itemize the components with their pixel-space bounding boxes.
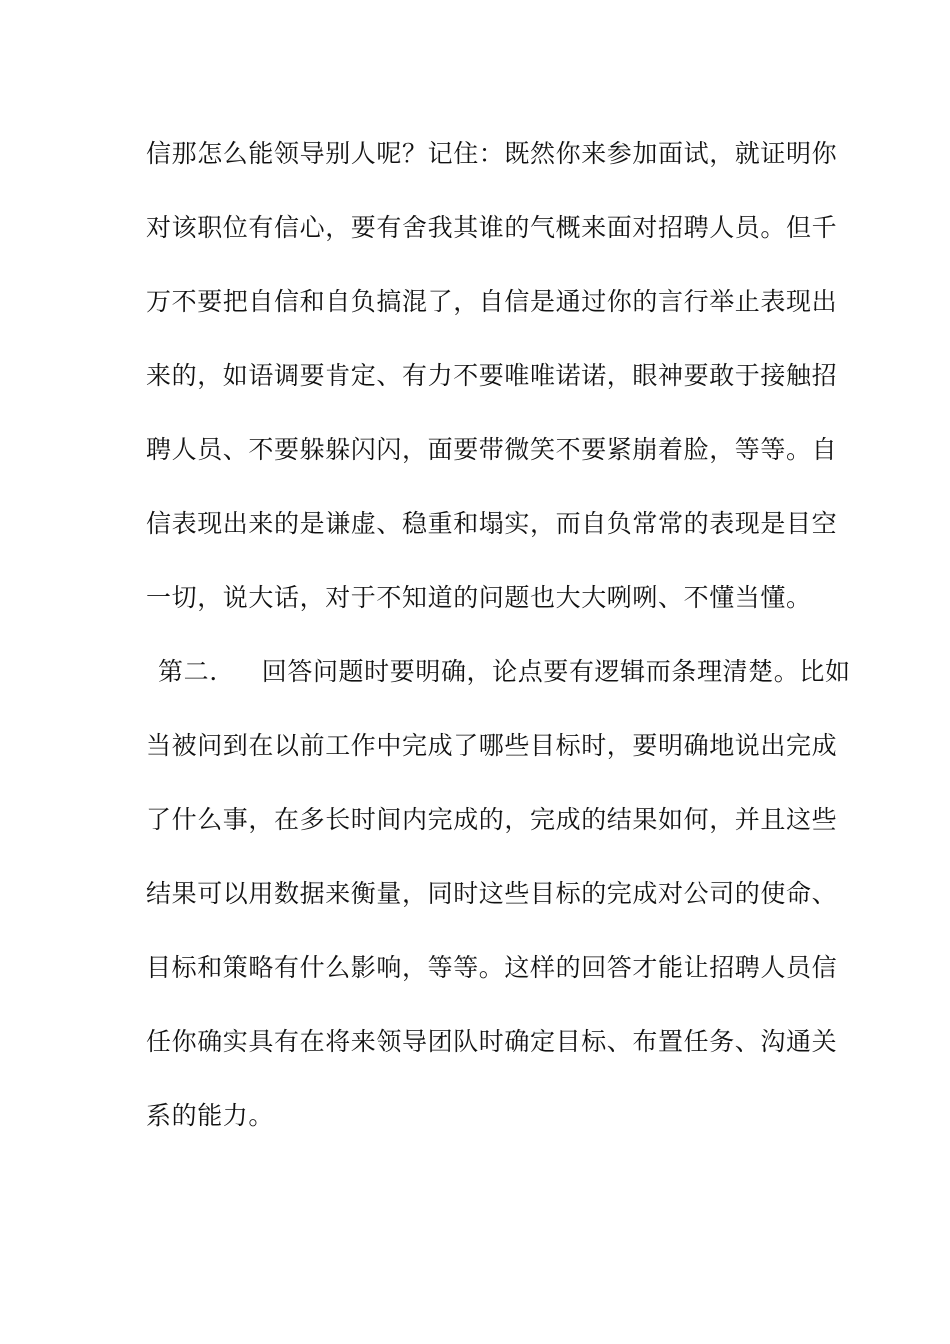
paragraph-line: 目标和策略有什么影响，等等。这样的回答才能让招聘人员信	[146, 953, 838, 982]
paragraph-line: 万不要把自信和自负搞混了，自信是通过你的言行举止表现出	[146, 287, 838, 316]
paragraph-line: 信表现出来的是谦虚、稳重和塌实，而自负常常的表现是目空	[146, 509, 838, 538]
section-heading-line	[146, 642, 851, 716]
section-label: 第二.	[158, 657, 218, 686]
paragraph-line: 任你确实具有在将来领导团队时确定目标、布置任务、沟通关	[146, 1027, 838, 1056]
section-first-line: 回答问题时要明确，论点要有逻辑而条理清楚。比如	[261, 657, 851, 686]
paragraph-line: 系的能力。	[146, 1101, 275, 1130]
body-text	[146, 124, 851, 1160]
paragraph-line: 信那怎么能领导别人呢？记住：既然你来参加面试，就证明你	[146, 139, 838, 168]
paragraph-line: 一切，说大话，对于不知道的问题也大大咧咧、不懂当懂。	[146, 583, 812, 612]
paragraph-line: 结果可以用数据来衡量，同时这些目标的完成对公司的使命、	[146, 879, 838, 908]
paragraph-line: 了什么事，在多长时间内完成的，完成的结果如何，并且这些	[146, 805, 838, 834]
paragraph-line: 对该职位有信心，要有舍我其谁的气概来面对招聘人员。但千	[146, 213, 838, 242]
paragraph-line: 聘人员、不要躲躲闪闪，面要带微笑不要紧崩着脸，等等。自	[146, 435, 838, 464]
paragraph-line: 来的，如语调要肯定、有力不要唯唯诺诺，眼神要敢于接触招	[146, 361, 838, 390]
paragraph-line: 当被问到在以前工作中完成了哪些目标时，要明确地说出完成	[146, 731, 838, 760]
